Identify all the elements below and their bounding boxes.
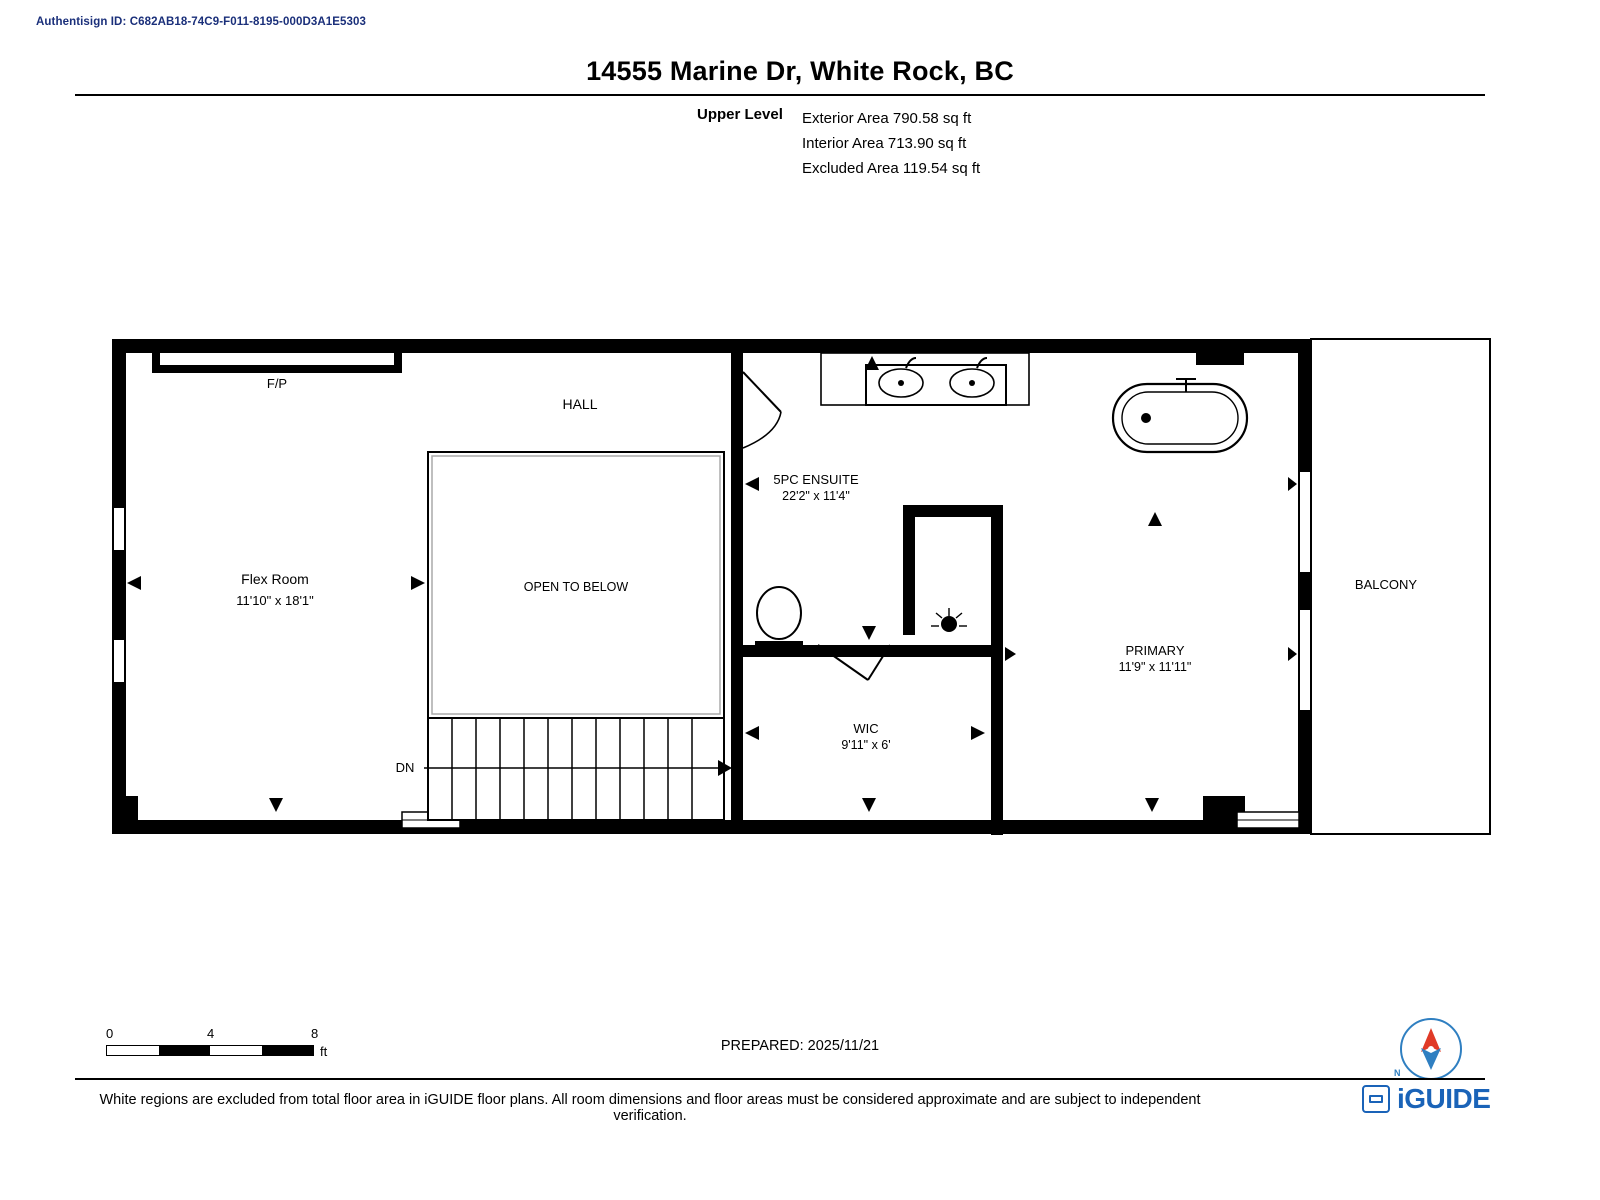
wall-exterior-left (112, 339, 126, 834)
wall-hall-ensuite (731, 353, 743, 453)
excluded-area: Excluded Area 119.54 sq ft (802, 160, 981, 177)
wall-exterior-bottom (112, 820, 1312, 834)
wall-exterior-right (1298, 339, 1312, 834)
iguide-logo (1362, 1083, 1490, 1115)
toilet (755, 587, 803, 653)
room-dims-primary: 11'9" x 11'11" (1118, 660, 1192, 674)
label-balcony: BALCONY (1354, 577, 1418, 592)
wall-wic-right (991, 505, 1003, 835)
room-dims-flex: 11'10" x 18'1" (236, 593, 314, 608)
interior-area: Interior Area 713.90 sq ft (802, 135, 967, 152)
page-title: 14555 Marine Dr, White Rock, BC (586, 56, 1014, 86)
room-name-primary: PRIMARY (1125, 643, 1185, 658)
staircase (424, 718, 732, 820)
room-dims-wic: 9'11" x 6' (841, 738, 891, 752)
scale-tick-4: 4 (207, 1026, 215, 1041)
vanity-double-sink (821, 353, 1029, 405)
prepared-date: PREPARED: 2025/11/21 (720, 1038, 880, 1054)
authentisign-id: Authentisign ID: C682AB18-74C9-F011-8195-000D3A1E5303 (36, 16, 366, 28)
room-dims-ensuite: 22'2" x 11'4" (782, 489, 850, 503)
wall-closet-top (903, 505, 1003, 517)
footer-divider (75, 1078, 1485, 1080)
room-name-flex: Flex Room (241, 571, 309, 587)
exterior-area: Exterior Area 790.58 sq ft (802, 110, 972, 127)
wall-closet-left (903, 505, 915, 635)
label-fireplace: F/P (266, 376, 288, 391)
bathtub (1113, 378, 1247, 452)
scale-tick-0: 0 (106, 1026, 114, 1041)
label-open-to-below: OPEN TO BELOW (523, 580, 629, 594)
compass-north-label: N (1394, 1068, 1401, 1078)
label-hall: HALL (562, 396, 598, 412)
compass-rose (1394, 1012, 1468, 1086)
scale-unit: ft (320, 1044, 328, 1059)
room-name-ensuite: 5PC ENSUITE (773, 472, 859, 487)
iguide-mark-icon (1362, 1085, 1390, 1113)
iguide-brand-text: iGUIDE (1397, 1083, 1491, 1114)
label-dn: DN (395, 760, 415, 775)
level-label: Upper Level (697, 106, 783, 123)
footer-disclaimer: White regions are excluded from total floor area in iGUIDE floor plans. All room dimensions and floor areas must be considered approximate and are subject to independent verification. (99, 1092, 1201, 1124)
room-name-wic: WIC (853, 721, 879, 736)
scale-tick-8: 8 (311, 1026, 319, 1041)
